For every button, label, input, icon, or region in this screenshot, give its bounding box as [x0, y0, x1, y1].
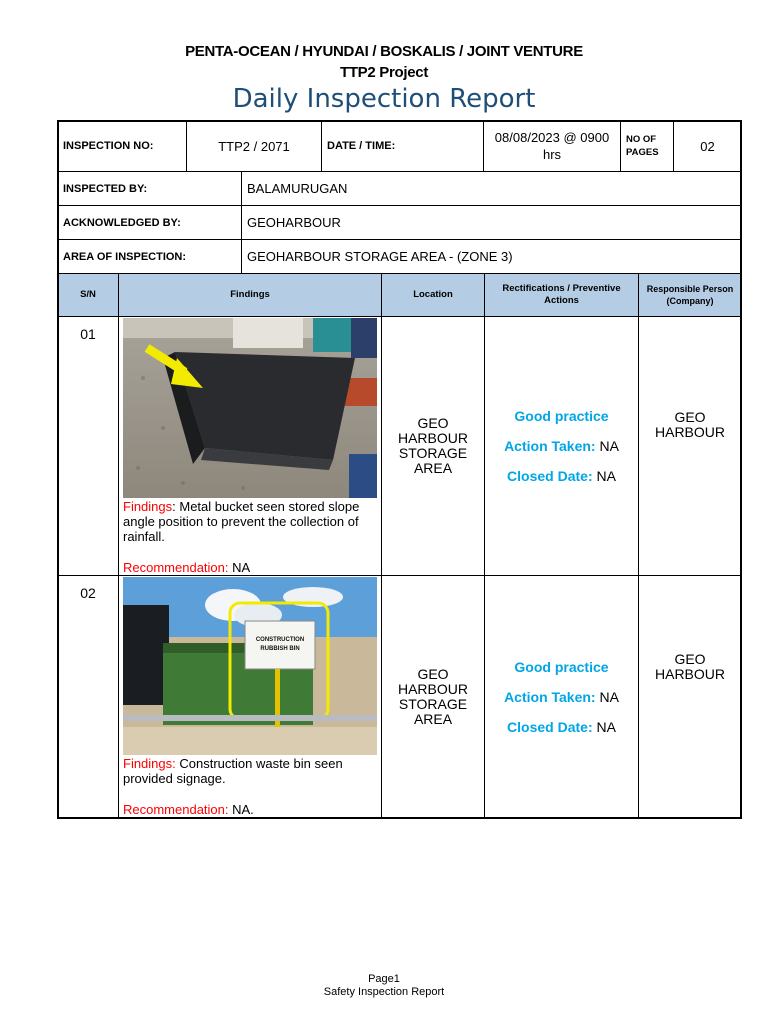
row-2-findings-label: Findings:: [123, 756, 176, 771]
header-location: Location: [381, 273, 485, 317]
row-2-closed-label: Closed Date:: [507, 719, 593, 735]
row-2-recommendation-label: Recommendation:: [123, 802, 229, 817]
row-1-findings-label: Findings: [123, 499, 173, 514]
header-rectifications: Rectifications / Preventive Actions: [484, 273, 639, 317]
row-2-responsible: GEO HARBOUR: [638, 575, 742, 819]
inspection-no-value: TTP2 / 2071: [186, 120, 322, 172]
inspected-by-label: INSPECTED BY:: [57, 171, 242, 206]
row-2-sn: 02: [57, 575, 119, 819]
acknowledged-by-value: GEOHARBOUR: [241, 205, 742, 240]
row-1-recommendation-label: Recommendation:: [123, 560, 229, 575]
row-1-action-label: Action Taken:: [504, 438, 596, 454]
pages-value: 02: [673, 120, 742, 172]
area-label: AREA OF INSPECTION:: [57, 239, 242, 274]
row-1-closed-label: Closed Date:: [507, 468, 593, 484]
svg-text:RUBBISH BIN: RUBBISH BIN: [260, 646, 300, 652]
report-title: Daily Inspection Report: [232, 84, 536, 114]
row-2-action-label: Action Taken:: [504, 689, 596, 705]
row-1-sn: 01: [57, 316, 119, 576]
footer-page: Page1: [368, 973, 400, 985]
table-outer-border: [57, 120, 742, 819]
pages-label: NO OF PAGES: [620, 120, 674, 172]
header-sn: S/N: [57, 273, 119, 317]
row-2-findings-desc: Construction waste bin seen provided signage.: [123, 756, 343, 786]
date-time-value: 08/08/2023 @ 0900 hrs: [483, 120, 621, 172]
company-name: PENTA-OCEAN / HYUNDAI / BOSKALIS / JOINT VENTURE: [185, 43, 583, 60]
acknowledged-by-label: ACKNOWLEDGED BY:: [57, 205, 242, 240]
header-findings: Findings: [118, 273, 382, 317]
date-time-label: DATE / TIME:: [321, 120, 484, 172]
row-1-closed-value: NA: [592, 468, 616, 484]
row-2-closed-value: NA: [592, 719, 616, 735]
row-1-good-practice: Good practice: [514, 408, 609, 424]
area-value: GEOHARBOUR STORAGE AREA - (ZONE 3): [241, 239, 742, 274]
header-responsible: Responsible Person (Company): [638, 273, 742, 317]
row-2-good-practice: Good practice: [514, 659, 609, 675]
row-2-action-value: NA: [595, 689, 619, 705]
row-2-recommendation-value: NA.: [228, 802, 254, 817]
inspected-by-value: BALAMURUGAN: [241, 171, 742, 206]
svg-text:CONSTRUCTION: CONSTRUCTION: [255, 637, 305, 643]
project-name: TTP2 Project: [339, 64, 429, 81]
row-1-recommendation-value: NA: [228, 560, 251, 575]
row-2-location: GEO HARBOUR STORAGE AREA: [381, 575, 485, 819]
row-1-responsible: GEO HARBOUR: [638, 316, 742, 576]
row-1-action-value: NA: [595, 438, 619, 454]
row-1-findings-desc: : Metal bucket seen stored slope angle position to prevent the collection of rainfall.: [123, 499, 360, 544]
row-1-location: GEO HARBOUR STORAGE AREA: [381, 316, 485, 576]
inspection-no-label: INSPECTION NO:: [57, 120, 187, 172]
footer-doc: Safety Inspection Report: [323, 986, 445, 998]
